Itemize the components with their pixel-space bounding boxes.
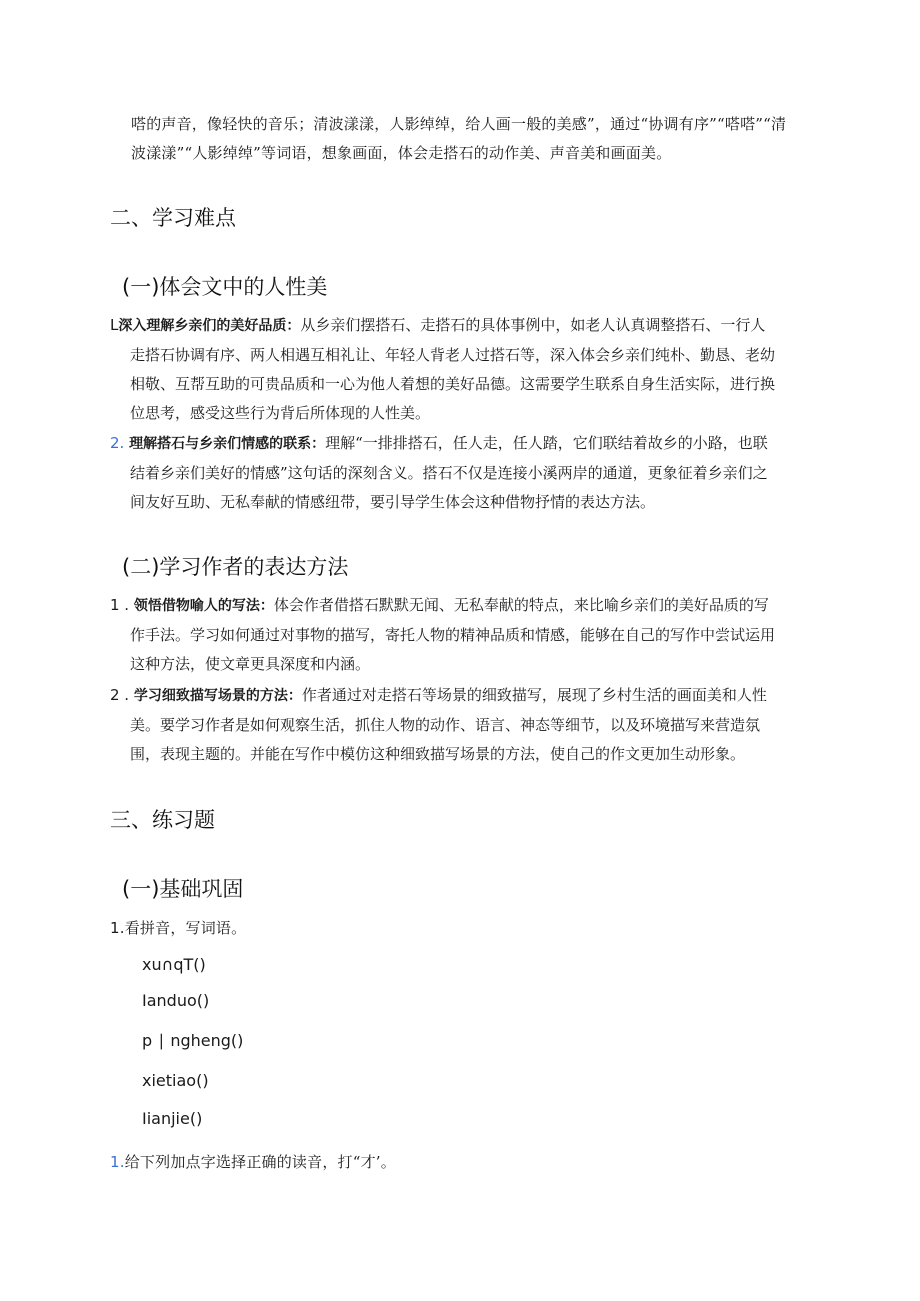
item-text: 走搭石协调有序、两人相遇互相礼让、年轻人背老人过搭石等，深入体会乡亲们纯朴、勤恳、老幼 — [130, 346, 776, 364]
question-marker: 1. — [110, 1153, 125, 1171]
item-text: 结着乡亲们美好的情感”这句话的深刻含义。搭石不仅是连接小溪两岸的通道，更象征着乡亲们之 — [130, 464, 768, 482]
intro-line-1: 嗒的声音，像轻快的音乐；清波漾漾，人影绰绰，给人画一般的美感”，通过“协调有序”“嗒嗒”“清 — [131, 115, 787, 133]
item-text: 作手法。学习如何通过对事物的描写，寄托人物的精神品质和情感，能够在自己的写作中尝试运用 — [130, 626, 776, 644]
item-lead: 深入理解乡亲们的美好品质： — [118, 318, 301, 334]
question-text: 看拼音，写词语。 — [124, 919, 247, 937]
subsection-heading-2-2: (二)学习作者的表达方法 — [122, 555, 349, 579]
list-item — [110, 681, 810, 769]
question-marker: 1. — [110, 919, 125, 937]
item-text: 从乡亲们摆搭石、走搭石的具体事例中，如老人认真调整搭石、一行人 — [300, 316, 766, 334]
item-lead: 领悟借物喻人的写法： — [133, 598, 274, 614]
item-text: 作者通过对走搭石等场景的细致描写，展现了乡村生活的画面美和人性 — [301, 686, 767, 704]
question-1 — [110, 914, 246, 943]
section-heading-2: 二、学习难点 — [110, 206, 236, 230]
pinyin-item: p ∣ ngheng() — [142, 1031, 244, 1050]
item-text: 这种方法，使文章更具深度和内涵。 — [130, 655, 371, 673]
intro-line-2: 波漾漾”“人影绰绰”等词语，想象画面，体会走搭石的动作美、声音美和画面美。 — [131, 144, 672, 162]
list-marker: 1 . — [110, 596, 130, 614]
item-text: 美。要学习作者是如何观察生活，抓住人物的动作、语言、神态等细节，以及环境描写来营造氛 — [130, 716, 761, 734]
item-text: 围，表现主题的。并能在写作中模仿这种细致描写场景的方法，使自己的作文更加生动形象。 — [130, 745, 746, 763]
list-item — [110, 429, 810, 517]
item-lead: 学习细致描写场景的方法： — [133, 688, 302, 704]
item-text: 理解“一排排搭石，任人走，任人踏，它们联结着故乡的小路，也联 — [325, 434, 768, 452]
pinyin-item: xu∩qT() — [142, 955, 206, 974]
list-marker: 2 . — [110, 686, 130, 704]
item-text: 相敬、互帮互助的可贵品质和一心为他人着想的美好品德。这需要学生联系自身生活实际，进行换 — [130, 375, 776, 393]
question-2 — [110, 1148, 396, 1177]
list-marker: 2. — [110, 434, 125, 452]
item-text: 体会作者借搭石默默无闻、无私奉献的特点，来比喻乡亲们的美好品质的写 — [273, 596, 769, 614]
item-text: 间友好互助、无私奉献的情感纽带，要引导学生体会这种借物抒情的表达方法。 — [130, 493, 656, 511]
item-text: 位思考，感受这些行为背后所体现的人性美。 — [130, 404, 431, 422]
subsection-heading-2-1: (一)体会文中的人性美 — [122, 275, 328, 299]
list-item — [110, 311, 810, 428]
question-text: 给下列加点字选择正确的读音，打“才’。 — [124, 1153, 396, 1171]
subsection-heading-3-1: (一)基础巩固 — [122, 877, 244, 901]
pinyin-item: xietiao() — [142, 1071, 209, 1090]
list-marker: L — [110, 316, 119, 334]
list-item — [110, 591, 810, 679]
pinyin-item: Iianjie() — [142, 1109, 203, 1128]
item-lead: 理解搭石与乡亲们情感的联系： — [129, 436, 326, 452]
section-heading-3: 三、练习题 — [110, 808, 215, 832]
pinyin-item: Ianduo() — [142, 991, 210, 1010]
